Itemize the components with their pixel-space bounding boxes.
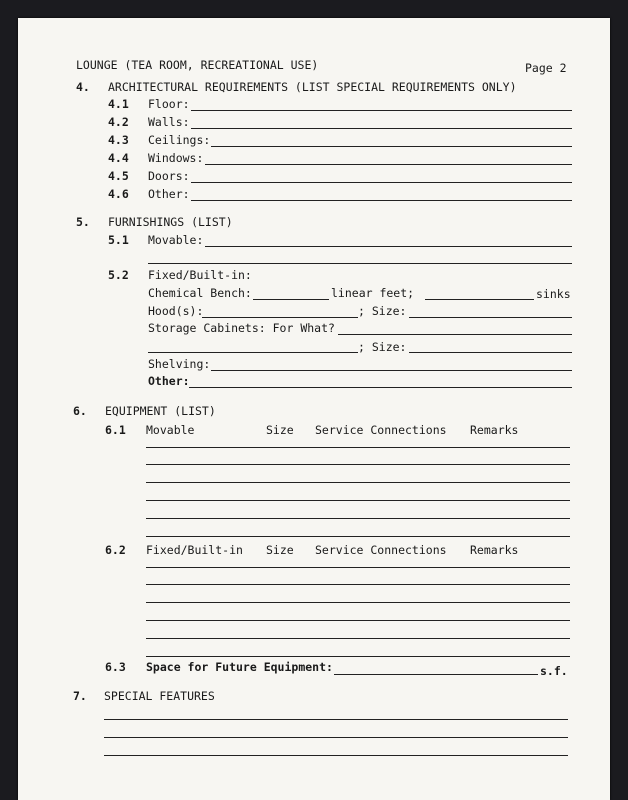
special-features-line[interactable] [104, 737, 568, 738]
section-4-number: 4. [76, 80, 90, 94]
storage-size-label: ; Size: [358, 340, 407, 354]
item-6-3-label: Space for Future Equipment: [146, 660, 333, 674]
item-5-2-number: 5.2 [108, 268, 129, 282]
windows-blank[interactable] [205, 164, 572, 165]
movable-equipment-line[interactable] [146, 447, 570, 448]
fixed-other-label: Other: [148, 374, 190, 388]
storage-size-blank[interactable] [409, 352, 572, 353]
item-6-1-label: Movable [146, 423, 195, 437]
movable-furnishings-blank[interactable] [205, 246, 572, 247]
storage-purpose-blank[interactable] [338, 334, 572, 335]
fixed-equipment-line[interactable] [146, 584, 570, 585]
storage-cabinets-label: Storage Cabinets: For What? [148, 321, 335, 335]
fixed-other-blank[interactable] [189, 387, 572, 388]
section-5-title: FURNISHINGS (LIST) [108, 215, 233, 229]
item-4-4-number: 4.4 [108, 151, 129, 165]
shelving-label: Shelving: [148, 357, 211, 371]
special-features-line[interactable] [104, 755, 568, 756]
movable-equipment-line[interactable] [146, 518, 570, 519]
shelving-blank[interactable] [211, 370, 572, 371]
sinks-count-blank[interactable] [425, 299, 534, 300]
section-5-number: 5. [76, 215, 90, 229]
future-equipment-space-blank[interactable] [334, 674, 538, 675]
col-size-header-2: Size [266, 543, 294, 557]
item-4-1-number: 4.1 [108, 97, 129, 111]
item-6-2-number: 6.2 [105, 543, 126, 557]
page-number: Page 2 [525, 61, 567, 75]
square-feet-unit: s.f. [540, 664, 568, 678]
other-blank[interactable] [191, 200, 572, 201]
item-4-6-label: Other: [148, 187, 190, 201]
section-6-number: 6. [73, 404, 87, 418]
item-4-3-number: 4.3 [108, 133, 129, 147]
section-7-title: SPECIAL FEATURES [104, 689, 215, 703]
hoods-label: Hood(s): [148, 304, 204, 318]
item-4-4-label: Windows: [148, 151, 204, 165]
item-5-1-number: 5.1 [108, 233, 129, 247]
section-7-number: 7. [73, 689, 87, 703]
item-6-3-number: 6.3 [105, 660, 126, 674]
chemical-bench-label: Chemical Bench: [148, 286, 252, 300]
fixed-equipment-line[interactable] [146, 656, 570, 657]
item-5-2-label: Fixed/Built-in: [148, 268, 252, 282]
sinks-label: sinks [536, 287, 571, 301]
page-heading: LOUNGE (TEA ROOM, RECREATIONAL USE) [76, 58, 319, 72]
col-size-header: Size [266, 423, 294, 437]
chemical-bench-length-blank[interactable] [253, 299, 329, 300]
item-4-3-label: Ceilings: [148, 133, 211, 147]
item-4-2-number: 4.2 [108, 115, 129, 129]
movable-furnishings-blank-2[interactable] [148, 263, 572, 264]
item-4-5-label: Doors: [148, 169, 190, 183]
fixed-equipment-line[interactable] [146, 638, 570, 639]
movable-equipment-line[interactable] [146, 464, 570, 465]
fixed-equipment-line[interactable] [146, 620, 570, 621]
ceilings-blank[interactable] [211, 146, 572, 147]
item-4-5-number: 4.5 [108, 169, 129, 183]
floor-blank[interactable] [191, 110, 572, 111]
item-6-1-number: 6.1 [105, 423, 126, 437]
item-4-1-label: Floor: [148, 97, 190, 111]
item-4-6-number: 4.6 [108, 187, 129, 201]
movable-equipment-line[interactable] [146, 482, 570, 483]
hoods-size-label: ; Size: [358, 304, 407, 318]
hoods-blank[interactable] [202, 317, 358, 318]
movable-equipment-line[interactable] [146, 500, 570, 501]
storage-cabinets-blank[interactable] [148, 352, 358, 353]
item-5-1-label: Movable: [148, 233, 204, 247]
doors-blank[interactable] [191, 182, 572, 183]
item-4-2-label: Walls: [148, 115, 190, 129]
section-4-title: ARCHITECTURAL REQUIREMENTS (LIST SPECIAL REQUIREMENTS ONLY) [108, 80, 517, 94]
walls-blank[interactable] [191, 128, 572, 129]
hoods-size-blank[interactable] [409, 317, 572, 318]
movable-equipment-line[interactable] [146, 536, 570, 537]
section-6-title: EQUIPMENT (LIST) [105, 404, 216, 418]
linear-feet-label: linear feet; [331, 286, 415, 300]
item-6-2-label: Fixed/Built-in [146, 543, 243, 557]
fixed-equipment-line[interactable] [146, 567, 570, 568]
fixed-equipment-line[interactable] [146, 602, 570, 603]
col-remarks-header: Remarks [470, 423, 519, 437]
special-features-line[interactable] [104, 719, 568, 720]
col-remarks-header-2: Remarks [470, 543, 519, 557]
col-service-header-2: Service Connections [315, 543, 447, 557]
col-service-header: Service Connections [315, 423, 447, 437]
